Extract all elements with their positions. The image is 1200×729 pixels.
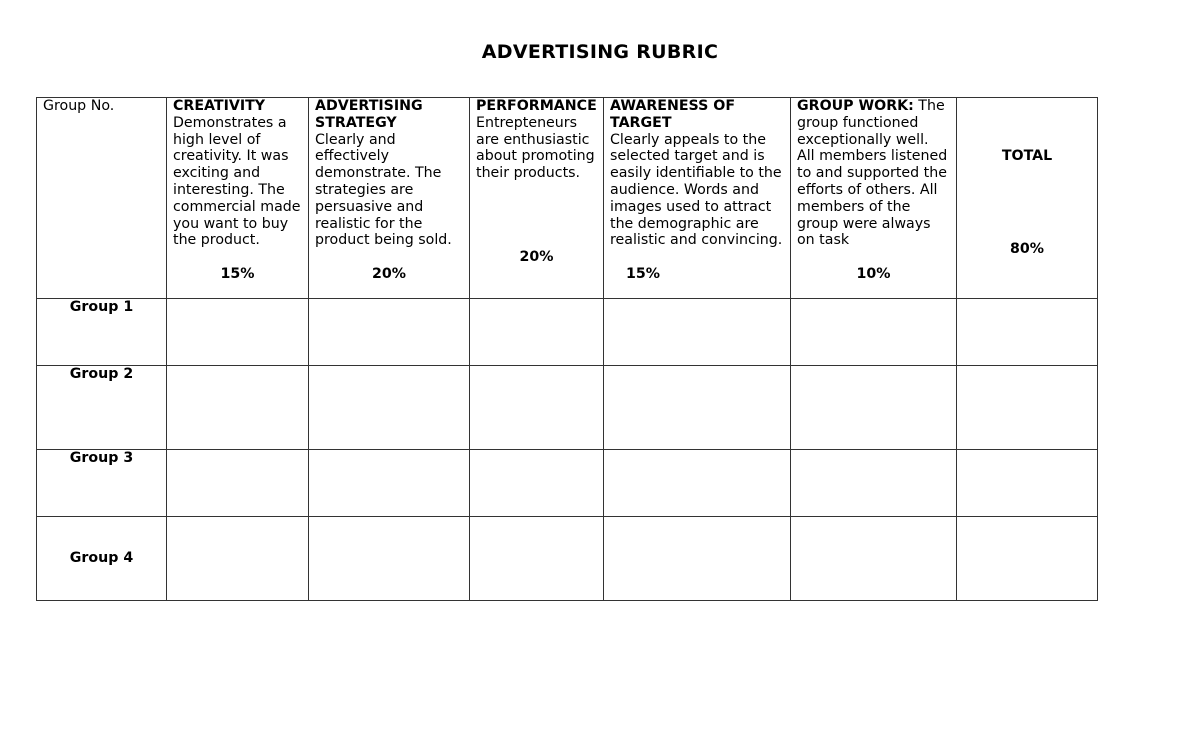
performance-description: Entrepteneurs are enthusiastic about promoting their products.	[476, 114, 595, 182]
awareness-description: Clearly appeals to the selected target and is easily identifiable to the audience. Words and images used to attract the demographic are realistic and convincing.	[610, 131, 783, 249]
header-performance	[470, 98, 604, 299]
awareness-heading: AWARENESS OF TARGET	[610, 98, 736, 131]
score-cell[interactable]	[957, 450, 1098, 517]
table-row	[37, 517, 1098, 601]
score-cell[interactable]	[470, 366, 604, 450]
score-cell[interactable]	[167, 299, 309, 366]
score-cell[interactable]	[309, 299, 470, 366]
strategy-description: Clearly and effectively demonstrate. The strategies are persuasive and realistic for the product being sold.	[315, 131, 452, 249]
group-no-label: Group No.	[43, 98, 115, 114]
strategy-heading: ADVERTISING STRATEGY	[315, 98, 423, 131]
rubric-table	[36, 97, 1098, 601]
page-title: ADVERTISING RUBRIC	[481, 41, 719, 63]
header-awareness	[604, 98, 791, 299]
score-cell[interactable]	[309, 450, 470, 517]
score-cell[interactable]	[791, 299, 957, 366]
score-cell[interactable]	[604, 299, 791, 366]
score-cell[interactable]	[309, 517, 470, 601]
header-row	[37, 98, 1098, 299]
score-cell[interactable]	[604, 517, 791, 601]
header-total	[957, 98, 1098, 299]
creativity-description: Demonstrates a high level of creativity. It was exciting and interesting. The commercial made you want to buy the product.	[173, 114, 301, 249]
row-label: Group 4	[37, 517, 167, 601]
row-label: Group 2	[37, 366, 167, 450]
table-row	[37, 299, 1098, 366]
header-strategy	[309, 98, 470, 299]
score-cell[interactable]	[957, 299, 1098, 366]
groupwork-heading: GROUP WORK:	[797, 98, 914, 114]
table-row	[37, 366, 1098, 450]
groupwork-weight: 10%	[856, 266, 891, 283]
score-cell[interactable]	[791, 450, 957, 517]
performance-heading: PERFORMANCE	[476, 98, 597, 114]
header-creativity	[167, 98, 309, 299]
score-cell[interactable]	[309, 366, 470, 450]
score-cell[interactable]	[957, 517, 1098, 601]
score-cell[interactable]	[470, 517, 604, 601]
score-cell[interactable]	[470, 450, 604, 517]
strategy-weight: 20%	[372, 266, 406, 283]
score-cell[interactable]	[791, 366, 957, 450]
row-label: Group 1	[37, 299, 167, 366]
score-cell[interactable]	[167, 450, 309, 517]
score-cell[interactable]	[604, 366, 791, 450]
score-cell[interactable]	[167, 517, 309, 601]
creativity-weight: 15%	[220, 266, 255, 283]
score-cell[interactable]	[791, 517, 957, 601]
header-group-no	[37, 98, 167, 299]
score-cell[interactable]	[957, 366, 1098, 450]
score-cell[interactable]	[470, 299, 604, 366]
total-weight: 80%	[1010, 240, 1044, 257]
header-groupwork	[791, 98, 957, 299]
score-cell[interactable]	[604, 450, 791, 517]
table-row	[37, 450, 1098, 517]
total-heading: TOTAL	[1001, 148, 1053, 164]
creativity-heading: CREATIVITY	[173, 98, 266, 114]
awareness-weight: 15%	[626, 266, 660, 283]
score-cell[interactable]	[167, 366, 309, 450]
row-label: Group 3	[37, 450, 167, 517]
groupwork-description: The group functioned exceptionally well. All members listened to and supported the efforts of others. All members of the group were always on task	[797, 98, 948, 249]
performance-weight: 20%	[519, 248, 554, 265]
